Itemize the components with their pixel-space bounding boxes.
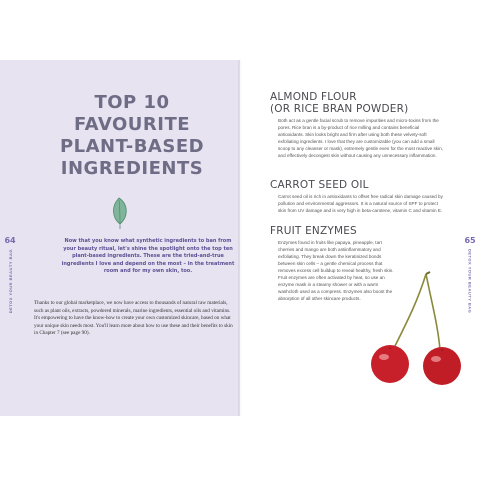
section-heading — [270, 91, 446, 115]
title-line: INGREDIENTS — [60, 158, 204, 179]
title-line: TOP 10 — [94, 92, 170, 113]
cherries-illustration — [356, 270, 476, 390]
section-almond-flour — [270, 91, 446, 159]
book-gutter — [238, 60, 242, 416]
heading-line: (OR RICE BRAN POWDER) — [270, 103, 409, 115]
body-paragraph: Thanks to our global marketplace, we now have access to thousands of natural raw materials, such as plant oils, extracts, powdered minerals, marine ingredients, essential oils and vitamins. It's empowering to have the know-how to create your own customized skincare, based on what your unique skin needs most. You'll learn more about how to use these and their benefits to skin in Chapter 7 (see page 90). — [34, 300, 233, 337]
title-line: PLANT-BASED — [59, 136, 205, 157]
page-title — [32, 92, 232, 180]
heading-line: ALMOND FLOUR — [270, 91, 357, 103]
section-text: Enzymes found in fruits like papaya, pineapple, tart cherries and mango are both antiinflammatory and exfoliating. They break down the keratinized bonds between skin cells – a gentle chemical process that removes excess cell buildup to reveal healthy, fresh skin. Fruit enzymes are often activated by heat, so use an enzyme mask in a steamy shower or with a warm washcloth used as a compress. Enzymes also boost the absorption of all other skincare products. — [278, 240, 394, 301]
section-text: Both act as a gentle facial scrub to remove impurities and micro-toxins from the pores. Rice bran is a by-product of rice milling and contains beneficial antioxidants. Skin looks bright and firm after using both these velvety-soft exfoliating ingredients. I love that they are customizable (you can add a small scoop to any cleanser or mask), extremely gentle even for the most reactive skin, and effectively decongest skin without causing any unnecessary inflammation. — [278, 118, 443, 158]
running-head-right: DETOX YOUR BEAUTY BAG — [467, 249, 473, 314]
title-line: FAVOURITE — [73, 114, 191, 135]
section-heading: CARROT SEED OIL — [270, 179, 369, 191]
leaf-icon — [108, 196, 130, 230]
section-heading: FRUIT ENZYMES — [270, 225, 357, 237]
section-text: Carrot seed oil is rich in antioxidants to offset free radical skin damage caused by pollution and environmental aggressors. It is a natural source of SPF to protect skin from UV damage and is very high in beta-carotene, vitamin C and vitamin E. — [278, 194, 443, 213]
page-number-right: 65 — [464, 236, 476, 245]
left-side-tab — [6, 236, 14, 313]
section-carrot-seed-oil — [270, 179, 446, 214]
intro-paragraph: Now that you know what synthetic ingredients to ban from your beauty ritual, let's shine the spotlight onto the top ten plant-based ingredients. These are the tried-and-true ingredients I love and depend on the most – in the treatment room and for my own skin, too. — [61, 238, 235, 275]
page-number-left: 64 — [4, 236, 16, 245]
running-head-left: DETOX YOUR BEAUTY BAG — [7, 249, 13, 314]
